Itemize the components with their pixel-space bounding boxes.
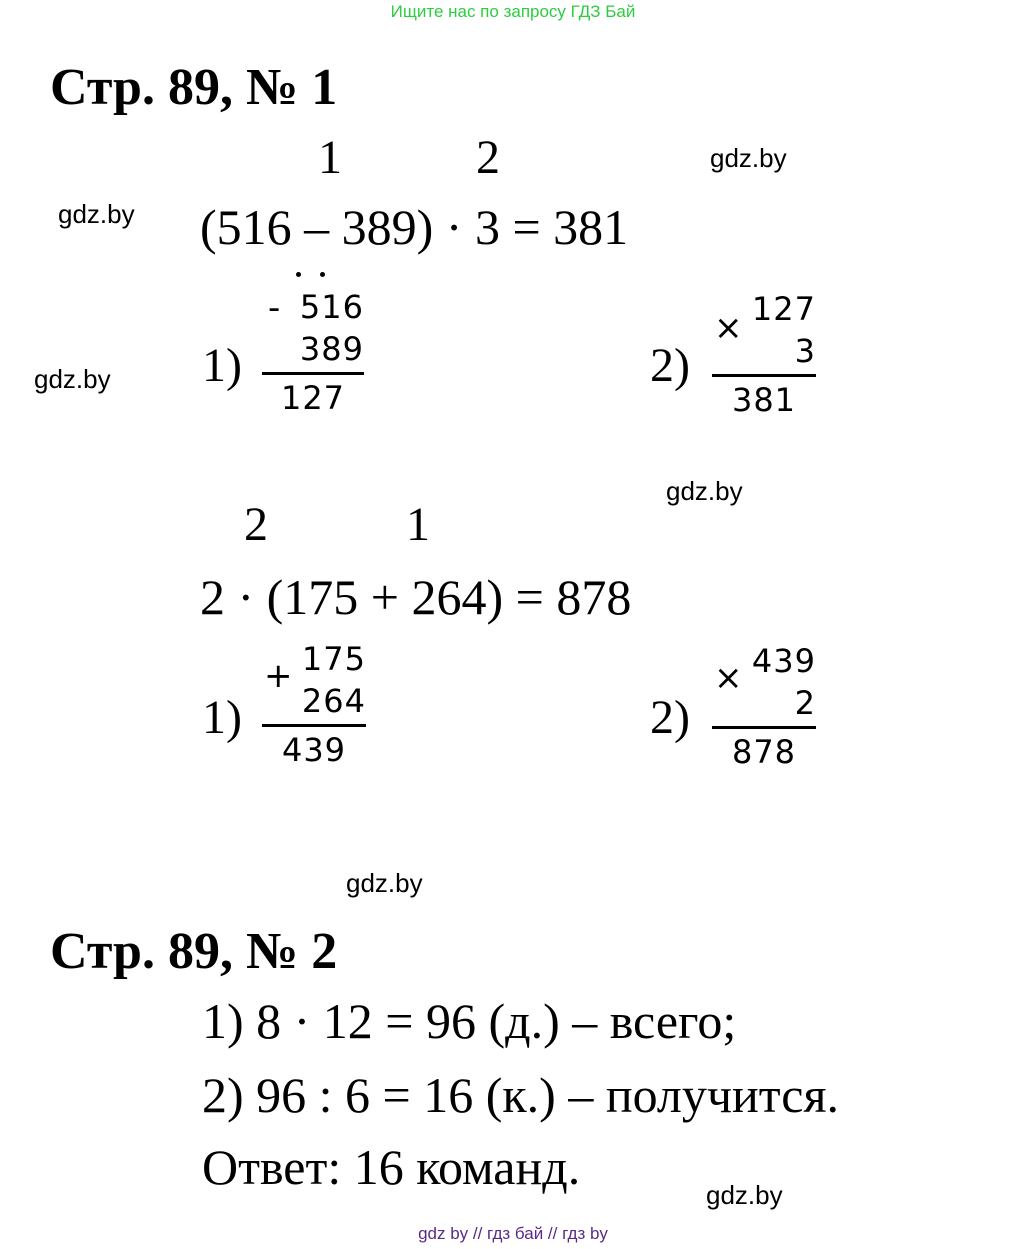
task1-heading: Стр. 89, № 1: [50, 59, 338, 116]
order-number: 1: [406, 498, 430, 551]
minuend: 516: [299, 288, 364, 326]
search-banner: Ищите нас по запросу ГДЗ Бай: [390, 2, 636, 21]
minus-sign: -: [268, 288, 281, 328]
step-label: 1): [202, 691, 242, 744]
column-subtraction: [262, 286, 364, 417]
solution-line: 1) 8 · 12 = 96 (д.) – всего;: [202, 993, 737, 1049]
expression-1: (516 – 389) · 3 = 381: [200, 199, 629, 255]
column-multiplication: [712, 288, 816, 419]
footer-links: gdz by // гдз бай // гдз by: [418, 1224, 608, 1243]
multiplicand: 127: [751, 290, 816, 328]
multiplicand: 439: [751, 642, 816, 680]
column-addition: [262, 638, 366, 769]
solution-line: 2) 96 : 6 = 16 (к.) – получится.: [202, 1067, 839, 1123]
subtrahend: 389: [299, 330, 364, 368]
order-number: 1: [318, 131, 342, 184]
step-label: 1): [202, 339, 242, 392]
step-label: 2): [650, 339, 690, 392]
product: 878: [731, 733, 797, 771]
multiply-sign: ×: [714, 308, 743, 348]
addend: 264: [301, 682, 366, 720]
multiplier: 2: [794, 684, 816, 722]
difference: 127: [280, 379, 346, 417]
multiplier: 3: [794, 332, 816, 370]
column-multiplication: [712, 640, 816, 771]
answer-line: Ответ: 16 команд.: [202, 1139, 581, 1195]
task2-heading: Стр. 89, № 2: [50, 923, 338, 980]
addend: 175: [301, 640, 366, 678]
borrow-dot: [320, 272, 325, 277]
watermark: gdz.by: [706, 1180, 783, 1210]
step-label: 2): [650, 691, 690, 744]
watermark: gdz.by: [710, 143, 787, 173]
expression-2: 2 · (175 + 264) = 878: [200, 569, 632, 625]
watermark: gdz.by: [666, 476, 743, 506]
watermark: gdz.by: [346, 868, 423, 898]
product: 381: [731, 381, 797, 419]
watermark: gdz.by: [34, 364, 111, 394]
plus-sign: +: [264, 656, 293, 696]
order-number: 2: [476, 131, 500, 184]
watermark: gdz.by: [58, 199, 135, 229]
sum: 439: [281, 731, 347, 769]
order-number: 2: [244, 498, 268, 551]
multiply-sign: ×: [714, 658, 743, 698]
borrow-dot: [296, 272, 301, 277]
